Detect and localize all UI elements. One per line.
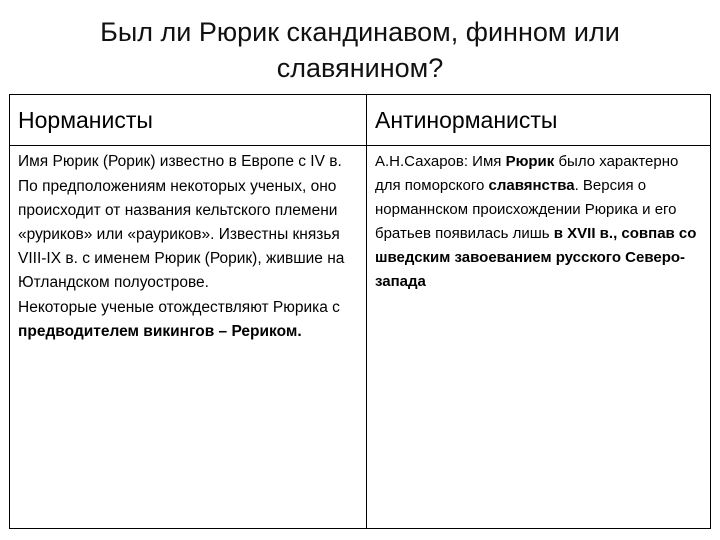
ant-text-3: . Версия о норманнском происхождении Рюрика и его братьев появилась лишь [375,177,677,242]
normanists-cell [10,146,367,529]
table-body-row [10,146,711,529]
ant-bold-slavs: славянства [488,177,575,194]
normanists-paragraph-2: По предположениям некоторых ученых, оно происходит от названия кельтского племени «руриков» или «раурикoв». Известны князья VIII-IX в. с именем Рюрик (Рорик), жившие на Ютландском полуострове. [18,178,345,291]
antinormanists-paragraph [375,150,704,294]
table-header-row [10,95,711,146]
header-normanists: Норманисты [10,95,367,146]
normanists-p3-bold: предводителем викингов – Рериком. [18,323,302,340]
normanists-paragraph-3 [18,296,360,344]
ant-text-2: было характерно для поморского [375,153,679,194]
header-antinormanists: Антинорманисты [367,95,711,146]
comparison-table [9,94,711,529]
ant-text-1: А.Н.Сахаров: Имя [375,153,506,170]
antinormanists-cell [367,146,711,529]
slide-title: Был ли Рюрик скандинавом, финном или славянином? [100,17,620,83]
normanists-paragraph-1: Имя Рюрик (Рорик) известно в Европе с IV в. [18,153,342,170]
ant-bold-17c: в XVII в., совпав со шведским завоеванием русского Северо-запада [375,225,697,290]
normanists-p3-text: Некоторые ученые отождествляют Рюрика с [18,299,340,316]
ant-bold-rurik: Рюрик [505,153,555,170]
